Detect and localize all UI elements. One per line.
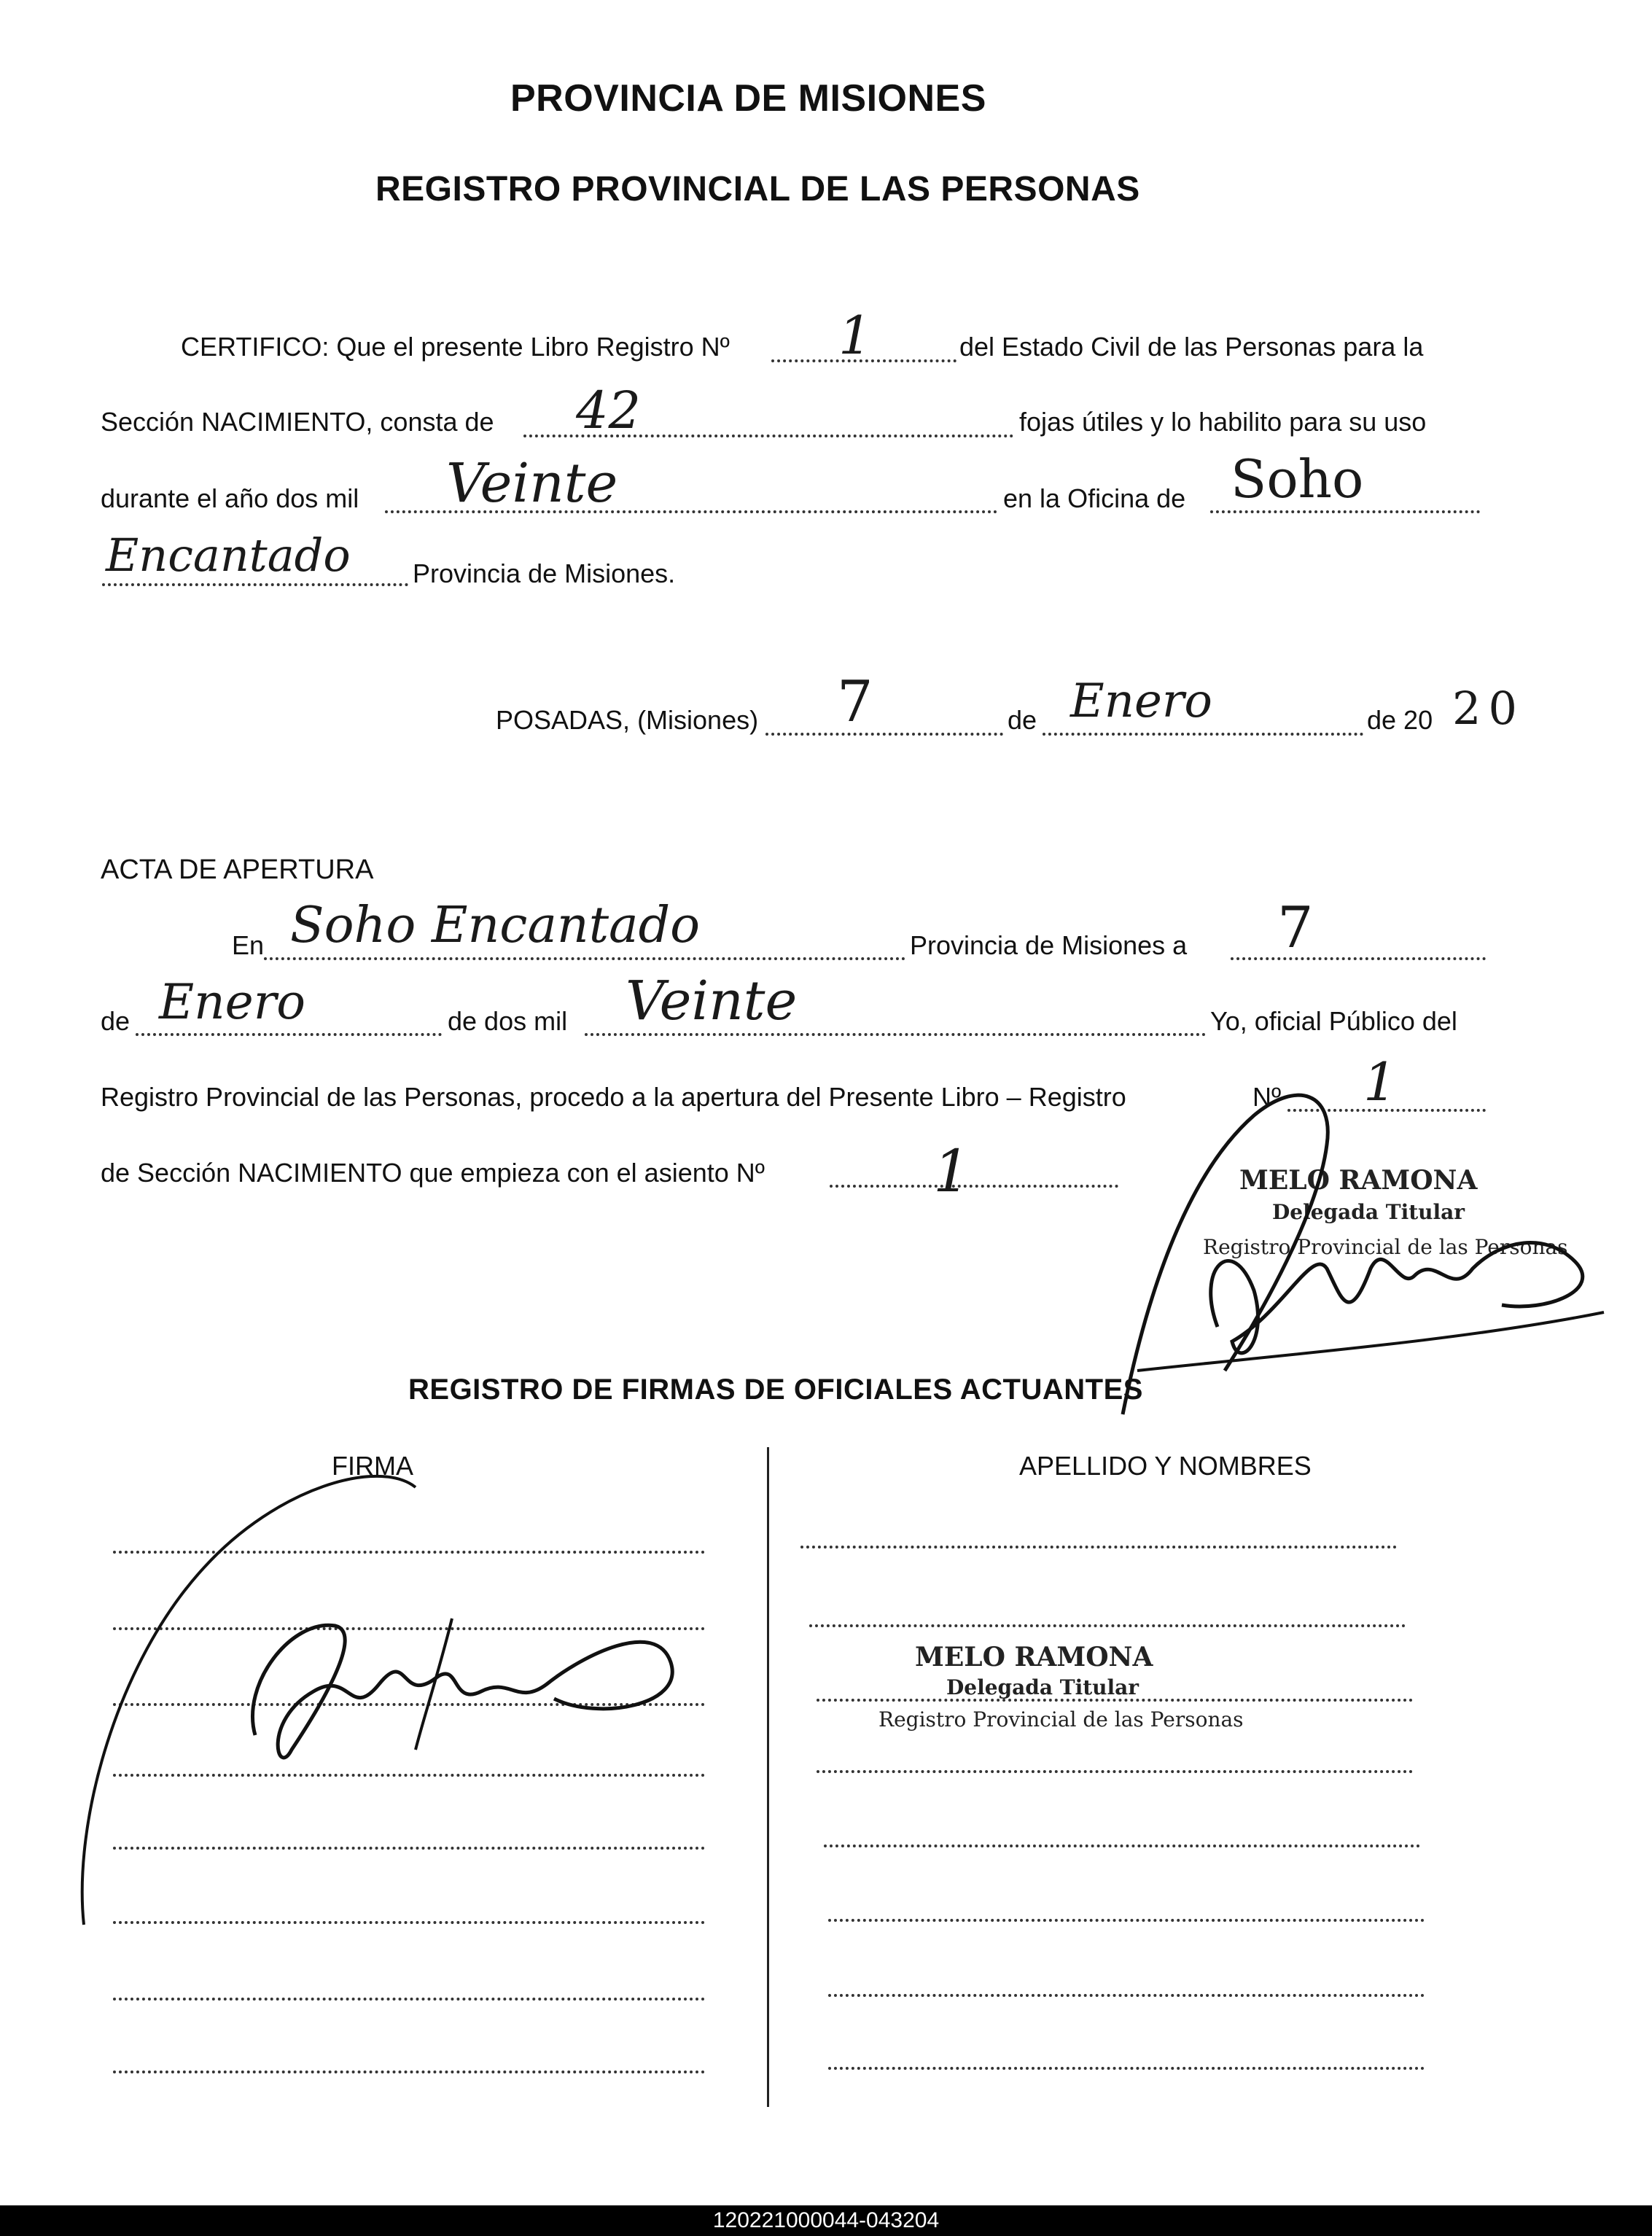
registry-title: REGISTRO PROVINCIAL DE LAS PERSONAS [375, 170, 1140, 209]
page-title: PROVINCIA DE MISIONES [510, 77, 986, 120]
col-firma-header: FIRMA [332, 1451, 413, 1481]
apellido-row [828, 1994, 1425, 1997]
apellido-row [824, 1844, 1420, 1847]
cert-line1-b: del Estado Civil de las Personas para la [959, 332, 1424, 362]
column-divider [767, 1447, 769, 2107]
acta-book-no: 1 [1363, 1051, 1397, 1113]
cert-line1-a: CERTIFICO: Que el presente Libro Registro Nº [181, 332, 730, 362]
cert-pages: 42 [576, 381, 642, 440]
stamp-bottom-role: Delegada Titular [946, 1675, 1139, 1699]
apellido-row [828, 2067, 1425, 2070]
acta-month: Enero [159, 974, 306, 1030]
acta-en: En [232, 930, 265, 960]
date-de1: de [1008, 705, 1037, 735]
stamp-bottom-name: MELO RAMONA [915, 1642, 1153, 1672]
signatures-heading: REGISTRO DE FIRMAS DE OFICIALES ACTUANTES [408, 1374, 1143, 1406]
barcode-footer: 120221000044-043204 [0, 2205, 1652, 2236]
apellido-row [817, 1770, 1413, 1773]
cert-office-1: Soho [1231, 448, 1364, 510]
acta-de-dos-mil: de dos mil [448, 1006, 568, 1036]
cert-line4: Provincia de Misiones. [413, 558, 676, 588]
acta-heading: ACTA DE APERTURA [101, 854, 374, 885]
date-year-suffix: 20 [1452, 682, 1524, 735]
acta-year-words: Veinte [626, 970, 798, 1032]
cert-book-no: 1 [838, 305, 872, 366]
col-apellido-header: APELLIDO Y NOMBRES [1019, 1451, 1312, 1481]
date-month: Enero [1070, 674, 1212, 728]
acta-asiento-no: 1 [933, 1137, 970, 1205]
date-de2: de 20 [1367, 705, 1433, 735]
acta-de: de [101, 1006, 130, 1036]
stamp-bottom-office: Registro Provincial de las Personas [878, 1707, 1244, 1731]
acta-line4: de Sección NACIMIENTO que empieza con el asiento Nº [101, 1158, 765, 1188]
firma-row [113, 2071, 705, 2073]
apellido-row [809, 1624, 1406, 1627]
signature-top-image [1108, 1050, 1618, 1429]
acta-yo: Yo, oficial Público del [1210, 1006, 1457, 1036]
cert-line3-b: en la Oficina de [1003, 483, 1186, 513]
date-day: 7 [837, 669, 873, 735]
stamp-top-name: MELO RAMONA [1239, 1165, 1478, 1196]
acta-day: 7 [1277, 895, 1314, 961]
apellido-row [828, 1919, 1425, 1922]
cert-line3-a: durante el año dos mil [101, 483, 359, 513]
cert-year-words: Veinte [446, 452, 618, 515]
date-city: POSADAS, (Misiones) [496, 705, 759, 735]
cert-line2-b: fojas útiles y lo habilito para su uso [1019, 407, 1427, 437]
acta-line3: Registro Provincial de las Personas, procedo a la apertura del Presente Libro – Registro [101, 1082, 1126, 1112]
acta-no-label: Nº [1252, 1082, 1282, 1112]
signature-bottom-image [73, 1444, 700, 1939]
cert-line2-a: Sección NACIMIENTO, consta de [101, 407, 494, 437]
acta-prov: Provincia de Misiones a [910, 930, 1188, 960]
cert-office-2: Encantado [106, 529, 351, 582]
acta-place: Soho Encantado [290, 897, 701, 954]
apellido-row [800, 1546, 1397, 1549]
firma-row [113, 1998, 705, 2001]
stamp-top-office: Registro Provincial de las Personas [1203, 1235, 1568, 1259]
stamp-top-role: Delegada Titular [1272, 1200, 1465, 1224]
